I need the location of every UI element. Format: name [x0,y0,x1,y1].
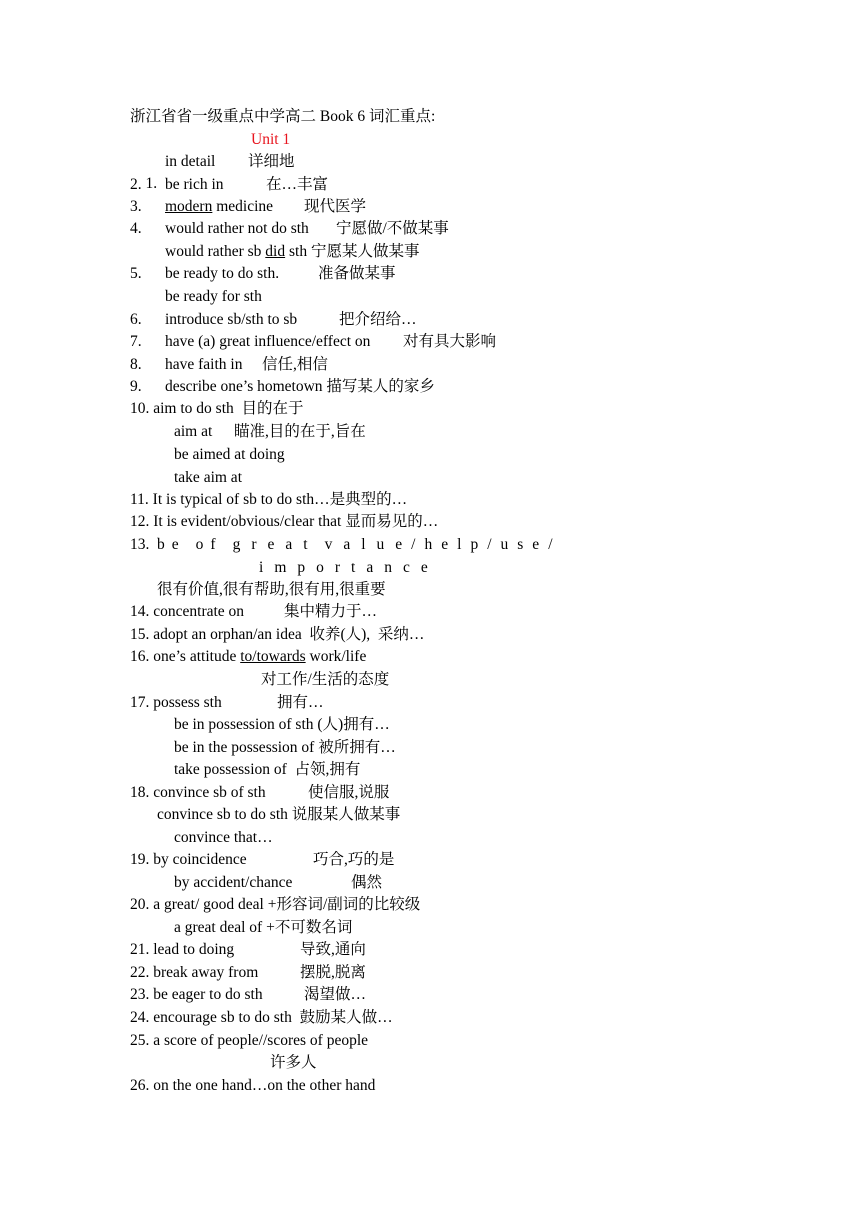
spaced-letter: m [274,559,287,576]
item-number: 9. [130,378,142,395]
item-english: 14. concentrate on [130,603,245,620]
list-item: 26. on the one hand…on the other hand [130,1077,376,1094]
spaced-letter: e [171,536,179,553]
list-item: 20. a great/ good deal +形容词/副词的比较级 [130,896,421,913]
spaced-letter: p [297,559,306,576]
spaced-letter: a [285,536,293,553]
item-english-rest: medicine [212,198,274,215]
item-chinese: 巧合,巧的是 [313,851,395,868]
list-item: 24. encourage sb to do sth 鼓励某人做… [130,1009,393,1026]
item-subline: convince sb to do sth 说服某人做某事 [157,806,401,823]
unit-heading: Unit 1 [251,131,291,148]
item-number: 4. [130,220,142,237]
item-chinese: 渴望做… [304,986,367,1003]
spaced-letter: t [351,559,356,576]
item-chinese: 瞄准,目的在于,旨在 [234,423,366,440]
spaced-letter: p [470,536,479,553]
item-number: 5. [130,265,142,282]
item-chinese: 对工作/生活的态度 [261,671,390,688]
spaced-letter: u [500,536,509,553]
spaced-letter: / [411,536,416,553]
spaced-letter: / [548,536,553,553]
item-english-rest: work/life [305,648,367,665]
spaced-letter: g [232,536,241,553]
subline-pre: would rather sb [165,243,266,260]
item-english: have faith in [165,356,243,373]
item-english: 18. convince sb of sth [130,784,266,801]
item-chinese: 对有具大影响 [403,333,497,350]
spaced-letter: s [517,536,524,553]
item-subline: be aimed at doing [174,446,285,463]
item-subline: convince that… [174,829,273,846]
spaced-letter: a [343,536,351,553]
spaced-letter: a [366,559,374,576]
item-subline [165,241,419,263]
item-chinese: 现代医学 [304,198,367,215]
item-chinese: 宁愿做/不做某事 [336,220,449,237]
item-english: 19. by coincidence [130,851,247,868]
spaced-letter: e [532,536,540,553]
item-english: describe one’s hometown 描写某人的家乡 [165,378,435,395]
item-english: 16. one’s attitude [130,648,241,665]
item-chinese: 拥有… [277,694,324,711]
item-chinese: 使信服,说服 [308,784,390,801]
item-english: be rich in [165,176,224,193]
item-subline: a great deal of +不可数名词 [174,919,353,936]
spaced-letter: r [251,536,257,553]
item-chinese: 在…丰富 [266,176,329,193]
item-number: 6. [130,311,142,328]
item-english: by accident/chance [174,874,293,891]
item-number: 2. [130,176,142,193]
item-subline: be in possession of sth (人)拥有… [174,716,390,733]
item-subline: take aim at [174,469,242,486]
item-number: 1. [145,175,158,192]
spaced-letter: o [195,536,204,553]
item-number: 13. [130,536,150,553]
item-english: would rather not do sth [165,220,309,237]
item-chinese: 许多人 [270,1054,317,1071]
underlined-word: modern [165,198,213,215]
item-subline: be in the possession of 被所拥有… [174,739,396,756]
underlined-word: to/towards [240,648,306,665]
list-item [130,151,158,192]
list-item [130,646,366,668]
spaced-letter-line-1 [157,534,553,556]
item-english: 23. be eager to do sth [130,986,263,1003]
list-item: 11. It is typical of sb to do sth…是典型的… [130,491,408,508]
item-number: 8. [130,356,142,373]
item-english [165,196,273,218]
list-item: 10. aim to do sth 目的在于 [130,400,304,417]
item-english: 17. possess sth [130,694,222,711]
item-chinese: 详细地 [248,153,295,170]
list-item: 15. adopt an orphan/an idea 收养(人), 采纳… [130,626,425,643]
item-english: 22. break away from [130,964,259,981]
spaced-letter-line-2 [259,557,428,579]
item-english: introduce sb/sth to sb [165,311,298,328]
spaced-letter: o [316,559,324,576]
list-item: 12. It is evident/obvious/clear that 显而易见的… [130,513,439,530]
spaced-letter: e [395,536,403,553]
item-chinese: 集中精力于… [284,603,378,620]
item-chinese: 把介绍给… [339,311,417,328]
item-chinese: 偶然 [351,874,383,891]
spaced-letter: b [157,536,165,553]
spaced-letter: r [334,559,341,576]
spaced-letter: l [457,536,462,553]
underlined-word: did [265,243,286,260]
item-english: in detail [165,153,216,170]
spaced-letter: / [487,536,492,553]
item-chinese: 导致,通向 [300,941,366,958]
spaced-letter: e [420,559,428,576]
item-chinese: 信任,相信 [262,356,328,373]
spaced-letter: l [361,536,366,553]
spaced-letter: i [259,559,264,576]
item-english: be ready to do sth. [165,265,280,282]
subline-post: sth 宁愿某人做某事 [285,243,420,260]
item-english: have (a) great influence/effect on [165,333,371,350]
item-english: 21. lead to doing [130,941,235,958]
spaced-letter: e [267,536,275,553]
item-english: aim at [174,423,213,440]
item-chinese: 摆脱,脱离 [300,964,366,981]
item-number: 7. [130,333,142,350]
item-number: 3. [130,198,142,215]
item-subline: be ready for sth [165,288,262,305]
spaced-letter: c [403,559,410,576]
list-item: 25. a score of people//scores of people [130,1032,369,1049]
item-chinese: 很有价值,很有帮助,很有用,很重要 [157,581,386,598]
item-subline: take possession of 占领,拥有 [174,761,361,778]
spaced-letter: f [210,536,216,553]
spaced-letter: t [303,536,308,553]
spaced-letter: h [424,536,433,553]
document-title: 浙江省省一级重点中学高二 Book 6 词汇重点: [130,108,436,125]
spaced-letter: n [384,559,392,576]
spaced-letter: e [441,536,449,553]
spaced-letter: u [376,536,385,553]
spaced-letter: v [324,536,333,553]
item-chinese: 准备做某事 [318,265,396,282]
